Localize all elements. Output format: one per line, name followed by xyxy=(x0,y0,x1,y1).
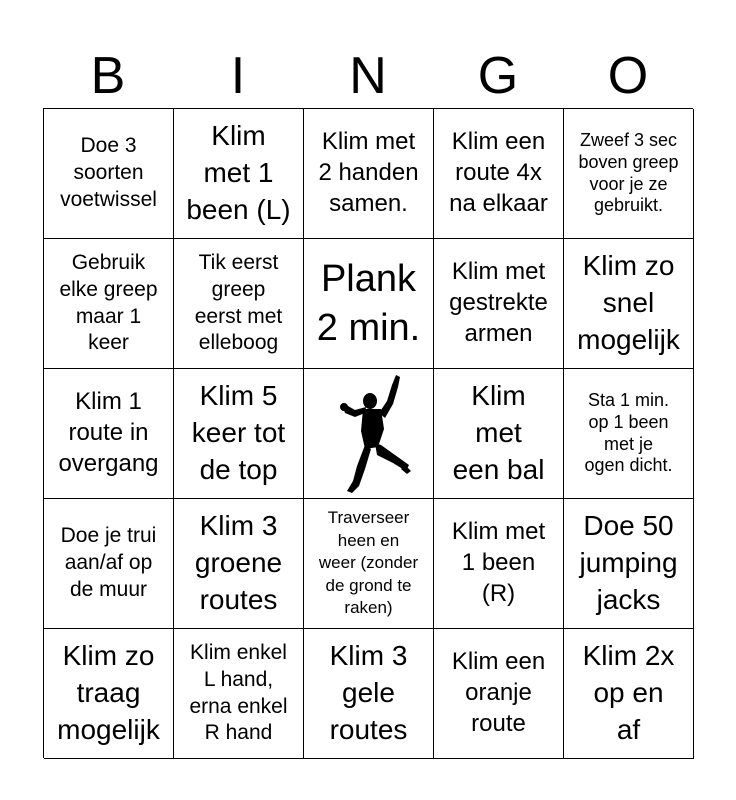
bingo-grid xyxy=(43,108,693,758)
cell-text: Gebruik elke greep maar 1 keer xyxy=(59,250,158,355)
cell-text: Klim 2x op en af xyxy=(582,640,675,745)
bingo-cell[interactable] xyxy=(304,109,434,239)
header-letter-b: B xyxy=(90,47,126,105)
cell-text: Klim een oranje route xyxy=(451,648,546,737)
cell-text: Tik eerst greep eerst met elleboog xyxy=(194,250,283,355)
cell-text: Klim met 2 handen samen. xyxy=(318,128,419,217)
bingo-cell[interactable] xyxy=(434,369,564,499)
cell-text: Doe 3 soorten voetwissel xyxy=(60,134,157,211)
bingo-cell[interactable] xyxy=(174,369,304,499)
bingo-cell[interactable] xyxy=(44,629,174,759)
bingo-cell[interactable] xyxy=(304,629,434,759)
cell-text: Klim een route 4x na elkaar xyxy=(449,128,548,217)
bingo-cell[interactable] xyxy=(564,369,694,499)
bingo-cell[interactable] xyxy=(434,629,564,759)
bingo-cell[interactable] xyxy=(434,109,564,239)
bingo-cell[interactable] xyxy=(44,239,174,369)
bingo-cell[interactable] xyxy=(564,629,694,759)
cell-text: Plank 2 min. xyxy=(316,257,421,349)
bingo-cell[interactable] xyxy=(174,239,304,369)
bingo-cell[interactable] xyxy=(304,499,434,629)
free-space-cell[interactable] xyxy=(304,369,434,499)
bingo-header xyxy=(43,44,693,108)
climber-silhouette-icon xyxy=(321,371,416,496)
cell-text: Klim met 1 been (L) xyxy=(186,120,291,225)
cell-text: Klim zo snel mogelijk xyxy=(577,250,680,355)
cell-text: Klim met een bal xyxy=(452,380,545,485)
bingo-cell[interactable] xyxy=(174,629,304,759)
bingo-cell[interactable] xyxy=(434,499,564,629)
bingo-cell[interactable] xyxy=(44,109,174,239)
cell-text: Klim met gestrekte armen xyxy=(449,258,548,347)
bingo-cell[interactable] xyxy=(564,239,694,369)
header-letter-o: O xyxy=(607,47,649,105)
cell-text: Klim zo traag mogelijk xyxy=(57,640,160,745)
cell-text: Klim 1 route in overgang xyxy=(58,388,159,477)
bingo-cell[interactable] xyxy=(304,239,434,369)
bingo-cell[interactable] xyxy=(44,499,174,629)
header-letter-n: N xyxy=(349,47,387,105)
cell-text: Klim 5 keer tot de top xyxy=(191,380,286,485)
cell-text: Klim 3 gele routes xyxy=(329,640,408,745)
cell-text: Doe 50 jumping jacks xyxy=(579,510,678,615)
bingo-cell[interactable] xyxy=(434,239,564,369)
cell-text: Klim met 1 been (R) xyxy=(451,518,546,607)
cell-text: Klim 3 groene routes xyxy=(194,510,283,615)
cell-text: Traverseer heen en weer (zonder de grond te raken) xyxy=(318,507,419,618)
header-letter-g: G xyxy=(477,47,519,105)
bingo-cell[interactable] xyxy=(564,109,694,239)
cell-text: Doe je trui aan/af op de muur xyxy=(60,524,157,601)
cell-text: Sta 1 min. op 1 been met je ogen dicht. xyxy=(584,390,673,476)
bingo-cell[interactable] xyxy=(564,499,694,629)
cell-text: Klim enkel L hand, erna enkel R hand xyxy=(189,640,288,745)
bingo-cell[interactable] xyxy=(44,369,174,499)
bingo-cell[interactable] xyxy=(174,499,304,629)
cell-text: Zweef 3 sec boven greep voor je ze gebruikt. xyxy=(578,130,679,216)
bingo-cell[interactable] xyxy=(174,109,304,239)
header-letter-i: I xyxy=(230,47,246,105)
